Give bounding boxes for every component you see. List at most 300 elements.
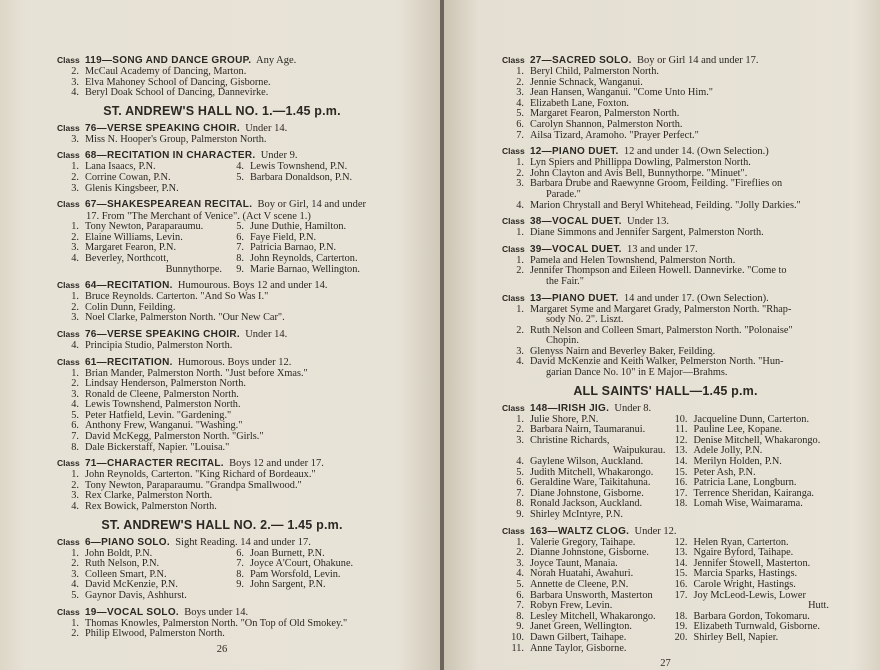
entry-name: Adele Jolly, P.N. bbox=[693, 445, 763, 457]
entry-number: 7. bbox=[236, 242, 244, 254]
page-number: 26 bbox=[216, 643, 228, 655]
entry-number: 4. bbox=[71, 87, 79, 99]
entry-name: Patricia Barnao, P.N. bbox=[250, 242, 337, 254]
entry-number: 2. bbox=[516, 265, 524, 277]
entry-name: Ruth Nelson and Colleen Smart, Palmerston North. "Polonaise" bbox=[530, 324, 793, 336]
entry-number: 2. bbox=[71, 301, 79, 313]
right-page bbox=[444, 0, 880, 670]
entry-name: Elva Mahoney School of Dancing, Gisborne. bbox=[85, 76, 271, 88]
entry-name: Shirley Bell, Napier. bbox=[693, 631, 779, 643]
entry-columns bbox=[57, 549, 387, 602]
class-label: Class bbox=[57, 199, 80, 210]
entry-columns bbox=[57, 67, 387, 99]
entry-name: Norah Huatahi, Awahuri. bbox=[530, 568, 634, 580]
class-description: Boy or Girl, 14 and under bbox=[257, 199, 367, 211]
entry-number: 9. bbox=[516, 509, 524, 520]
entry-name: David McKenzie and Keith Walker, Pelmerston North. "Hun- bbox=[530, 356, 784, 368]
class-label: Class bbox=[57, 122, 80, 133]
entry-column bbox=[502, 67, 829, 141]
entry-name: Ronald Jackson, Auckland. bbox=[530, 498, 643, 510]
entry-text bbox=[530, 131, 829, 142]
class-title: 68—RECITATION IN CHARACTER. bbox=[84, 150, 256, 162]
entry-name: Peter Ash, P.N. bbox=[693, 466, 756, 478]
class-description: Humourous. Boys 12 and under 14. bbox=[177, 280, 328, 292]
entry-name: Diane Johnstone, Gisborne. bbox=[530, 487, 644, 499]
entry-number: 3. bbox=[71, 133, 79, 145]
entry-number: 4. bbox=[71, 399, 79, 411]
entry-number: 9. bbox=[516, 621, 524, 633]
class-section bbox=[57, 606, 387, 640]
entry-name: Joy McLeod-Lewis, Lower bbox=[693, 589, 806, 601]
entry-number: 2. bbox=[71, 66, 79, 77]
class-title: 76—VERSE SPEAKING CHOIR. bbox=[84, 328, 240, 340]
entry-text bbox=[530, 179, 829, 200]
entry-number: 7. bbox=[516, 600, 524, 612]
class-title: 71—CHARACTER RECITAL. bbox=[84, 458, 224, 470]
list-entry bbox=[57, 502, 387, 513]
entry-number: 2. bbox=[71, 378, 79, 390]
list-entry bbox=[666, 633, 830, 644]
entry-name: Glenyss Nairn and Beverley Baker, Feilding. bbox=[530, 345, 716, 357]
entry-wrap: the Fair." bbox=[546, 275, 584, 287]
entry-number: 1. bbox=[516, 413, 524, 425]
entry-text bbox=[530, 326, 829, 347]
class-section bbox=[502, 292, 829, 379]
entry-number: 6. bbox=[236, 231, 244, 243]
entry-name: John Sargent, P.N. bbox=[250, 579, 326, 591]
entry-name: Patricia Lane, Longburn. bbox=[693, 477, 797, 489]
entry-name: Valerie Gregory, Taihape. bbox=[530, 536, 636, 548]
entry-number: 3. bbox=[71, 76, 79, 88]
class-section bbox=[57, 54, 387, 99]
list-entry bbox=[502, 266, 829, 287]
class-label: Class bbox=[57, 55, 80, 65]
entry-name: David McKenzie, P.N. bbox=[85, 579, 178, 591]
entry-number: 3. bbox=[71, 242, 79, 254]
entry-number: 16. bbox=[674, 477, 688, 489]
entry-text bbox=[530, 357, 829, 378]
entry-name: Colin Dunn, Feilding. bbox=[85, 301, 176, 313]
entry-number: 1. bbox=[516, 536, 524, 548]
entry-number: 4. bbox=[516, 356, 524, 368]
entry-number: 12. bbox=[674, 434, 688, 446]
list-entry bbox=[502, 201, 829, 212]
entry-name: Terrence Sheridan, Kairanga. bbox=[693, 487, 814, 499]
entry-number: 1. bbox=[516, 254, 524, 266]
entry-number: 5. bbox=[516, 578, 524, 590]
entry-column bbox=[222, 222, 387, 275]
entry-number: 2. bbox=[516, 324, 524, 336]
class-section bbox=[502, 215, 829, 239]
class-description: Any Age. bbox=[256, 55, 297, 66]
class-label: Class bbox=[57, 150, 80, 161]
entry-number: 7. bbox=[516, 129, 524, 141]
entry-name: Helen Ryan, Carterton. bbox=[693, 536, 789, 548]
entry-name: Noel Clarke, Palmerston North. "Our New Car". bbox=[85, 312, 285, 324]
entry-number: 3. bbox=[71, 568, 79, 580]
entry-number: 1. bbox=[71, 291, 79, 303]
entry-name: Barbara Donaldson, P.N. bbox=[250, 171, 353, 183]
entry-name: David McKegg, Palmerston North. "Girls." bbox=[85, 431, 264, 443]
entry-name: Margaret Fearon, Palmerston North. bbox=[530, 108, 680, 120]
entry-name: Marcia Sparks, Hastings. bbox=[693, 568, 798, 580]
list-entry bbox=[502, 436, 666, 457]
entry-number: 2. bbox=[71, 558, 79, 570]
entry-number: 19. bbox=[674, 621, 688, 633]
entry-wrap: sody No. 2". Liszt. bbox=[546, 314, 624, 326]
entry-name: Tony Newton, Paraparaumu. bbox=[85, 221, 204, 233]
entry-name: Shirley McIntyre, P.N. bbox=[530, 509, 623, 520]
entry-column bbox=[222, 162, 387, 194]
entry-text bbox=[530, 201, 829, 212]
class-label: Class bbox=[502, 292, 525, 303]
entry-number: 17. bbox=[674, 487, 688, 499]
entry-number: 2. bbox=[516, 76, 524, 88]
entry-number: 6. bbox=[71, 420, 79, 432]
entry-column bbox=[666, 538, 830, 655]
entry-name: Beryl Doak School of Dancing, Dannevirke. bbox=[85, 87, 269, 99]
entry-name: Ngaire Byford, Taihape. bbox=[693, 547, 794, 559]
entry-text bbox=[530, 228, 829, 239]
class-description: Boys 12 and under 17. bbox=[229, 458, 324, 470]
entry-number: 1. bbox=[516, 157, 524, 169]
entry-number: 2. bbox=[71, 479, 79, 491]
list-entry bbox=[222, 173, 387, 184]
entry-number: 17. bbox=[674, 589, 688, 601]
entry-number: 15. bbox=[674, 568, 688, 580]
list-entry bbox=[57, 184, 222, 195]
entry-number: 8. bbox=[516, 610, 524, 622]
entry-number: 5. bbox=[236, 221, 244, 233]
entry-name: Lesley Mitchell, Whakarongo. bbox=[530, 610, 656, 622]
entry-name: Judith Mitchell, Whakarongo. bbox=[530, 466, 654, 478]
entry-number: 1. bbox=[71, 617, 79, 629]
entry-number: 9. bbox=[236, 579, 244, 591]
entry-column bbox=[502, 158, 829, 211]
entry-number: 2. bbox=[516, 424, 524, 436]
page-content bbox=[502, 50, 829, 669]
entry-name: Jennie Schnack, Wanganui. bbox=[530, 76, 643, 88]
class-description: 12 and under 14. (Own Selection.) bbox=[623, 146, 769, 158]
entry-number: 6. bbox=[516, 118, 524, 130]
class-section bbox=[57, 122, 387, 146]
entry-columns bbox=[57, 222, 387, 275]
entry-name: Lindsay Henderson, Palmerston North. bbox=[85, 378, 247, 390]
entry-text bbox=[530, 266, 829, 287]
page-number: 27 bbox=[660, 658, 671, 670]
entry-name: Anthony Frew, Wanganui. "Washing." bbox=[85, 420, 243, 432]
entry-name: Faye Field, P.N. bbox=[250, 231, 317, 243]
entry-name: Tony Newton, Paraparaumu. "Grandpa Smallwood." bbox=[85, 479, 302, 491]
entry-text bbox=[85, 254, 222, 275]
class-label: Class bbox=[502, 55, 525, 65]
list-entry bbox=[57, 88, 387, 99]
class-description: Under 13. bbox=[627, 216, 669, 228]
entry-number: 4. bbox=[516, 199, 524, 211]
list-entry bbox=[666, 591, 830, 612]
entry-name: Jennifer Thompson and Eileen Howell. Dannevirke. "Come to bbox=[530, 265, 787, 277]
entry-column bbox=[222, 549, 387, 602]
entry-text bbox=[694, 633, 830, 644]
entry-number: 13. bbox=[674, 547, 688, 559]
entry-column bbox=[57, 292, 387, 324]
entry-number: 4. bbox=[71, 252, 79, 264]
entry-number: 8. bbox=[516, 498, 524, 510]
class-section bbox=[502, 525, 829, 655]
class-description: Under 14. bbox=[245, 328, 288, 340]
class-description-continued: 17. From "The Merchant of Venice". (Act V scene 1.) bbox=[86, 211, 311, 223]
entry-name: Brian Mander, Palmerston North. "Just before Xmas." bbox=[85, 367, 308, 379]
entry-name: Lana Isaacs, P.N. bbox=[85, 161, 156, 173]
list-entry bbox=[57, 629, 387, 640]
entry-number: 4. bbox=[71, 579, 79, 591]
entry-text bbox=[250, 580, 387, 591]
entry-name: Diane Simmons and Jennifer Sargent, Palmerston North. bbox=[530, 227, 764, 239]
list-entry bbox=[502, 510, 666, 521]
hall-heading: ST. ANDREW'S HALL NO. 1.—1.45 p.m. bbox=[103, 103, 341, 118]
class-title: 64—RECITATION. bbox=[84, 280, 173, 292]
entry-text bbox=[85, 88, 387, 99]
entry-number: 6. bbox=[236, 547, 244, 559]
entry-text bbox=[85, 502, 387, 513]
class-label: Class bbox=[57, 280, 80, 291]
class-section bbox=[57, 328, 387, 352]
entry-name: Colleen Smart, P.N. bbox=[85, 568, 167, 580]
entry-columns bbox=[502, 67, 829, 141]
entry-name: Principia Studio, Palmerston North. bbox=[85, 339, 233, 351]
entry-columns bbox=[57, 135, 387, 146]
entry-text bbox=[85, 184, 222, 195]
entry-text bbox=[85, 443, 387, 454]
entry-name: Carole Wright, Hastings. bbox=[693, 578, 796, 590]
entry-number: 8. bbox=[71, 441, 79, 453]
entry-columns bbox=[57, 292, 387, 324]
entry-continuation: Waipukurau. bbox=[612, 445, 666, 457]
entry-columns bbox=[502, 228, 829, 239]
entry-number: 3. bbox=[516, 434, 524, 446]
entry-name: Gaylene Wilson, Auckland. bbox=[530, 456, 644, 468]
entry-columns bbox=[502, 538, 829, 655]
class-description: Humorous. Boys under 12. bbox=[177, 356, 292, 368]
class-title: 12—PIANO DUET. bbox=[529, 146, 619, 158]
entry-number: 2. bbox=[71, 628, 79, 640]
class-heading bbox=[57, 198, 387, 211]
class-label: Class bbox=[502, 402, 525, 413]
entry-number: 8. bbox=[236, 568, 244, 580]
entry-number: 7. bbox=[71, 431, 79, 443]
entry-number: 3. bbox=[516, 345, 524, 357]
class-description: Under 8. bbox=[614, 402, 652, 414]
entry-number: 10. bbox=[674, 413, 688, 425]
entry-number: 4. bbox=[71, 501, 79, 513]
entry-name: Merilyn Holden, P.N. bbox=[693, 456, 782, 468]
entry-name: Pauline Lee, Kopane. bbox=[693, 424, 783, 436]
entry-name: Jean Hansen, Wanganui. "Come Unto Him." bbox=[530, 87, 713, 99]
entry-columns bbox=[57, 619, 387, 640]
class-description: 14 and under 17. (Own Selection). bbox=[623, 292, 769, 304]
entry-number: 7. bbox=[236, 558, 244, 570]
entry-name: Carolyn Shannon, Palmerston North. bbox=[530, 118, 683, 130]
list-entry bbox=[222, 265, 387, 276]
hall-heading: ALL SAINTS' HALL—1.45 p.m. bbox=[573, 383, 758, 398]
entry-name: Margaret Fearon, P.N. bbox=[85, 242, 177, 254]
entry-columns bbox=[57, 341, 387, 352]
entry-columns bbox=[502, 305, 829, 379]
entry-name: Marie Barnao, Wellington. bbox=[250, 263, 360, 275]
hall-heading: ST. ANDREW'S HALL NO. 2.— 1.45 p.m. bbox=[101, 517, 343, 532]
entry-column bbox=[57, 369, 387, 454]
class-title: 39—VOCAL DUET. bbox=[529, 243, 622, 255]
class-section bbox=[502, 402, 829, 521]
entry-column bbox=[57, 222, 222, 275]
entry-text bbox=[530, 644, 666, 655]
class-title: 27—SACRED SOLO. bbox=[529, 55, 632, 66]
entry-number: 4. bbox=[516, 456, 524, 468]
entry-number: 9. bbox=[236, 263, 244, 275]
class-label: Class bbox=[502, 525, 525, 536]
entry-name: Elaine Williams, Levin. bbox=[85, 231, 183, 243]
class-label: Class bbox=[502, 243, 525, 254]
class-title: 163—WALTZ CLOG. bbox=[529, 525, 630, 537]
entry-number: 4. bbox=[236, 161, 244, 173]
class-section bbox=[57, 279, 387, 324]
entry-number: 1. bbox=[71, 221, 79, 233]
entry-name: Rex Bowick, Palmerston North. bbox=[85, 501, 217, 513]
entry-column bbox=[57, 470, 387, 512]
entry-column bbox=[57, 549, 222, 602]
entry-name: Ruth Nelson, P.N. bbox=[85, 558, 160, 570]
list-entry bbox=[57, 254, 222, 275]
entry-text bbox=[694, 499, 830, 510]
entry-text bbox=[530, 305, 829, 326]
entry-number: 14. bbox=[674, 557, 688, 569]
class-description: 13 and under 17. bbox=[627, 243, 698, 255]
entry-text bbox=[85, 629, 387, 640]
entry-name: Beverley, Northcott, bbox=[85, 252, 169, 264]
class-description: Boys under 14. bbox=[184, 606, 249, 618]
entry-number: 3. bbox=[71, 388, 79, 400]
entry-columns bbox=[57, 470, 387, 512]
entry-text bbox=[85, 591, 222, 602]
list-entry bbox=[666, 499, 830, 510]
list-entry bbox=[502, 179, 829, 200]
entry-wrap: Parade." bbox=[546, 188, 581, 200]
entry-name: Julie Shore, P.N. bbox=[530, 413, 599, 425]
list-entry bbox=[502, 131, 829, 142]
entry-column bbox=[666, 415, 830, 521]
entry-column bbox=[57, 135, 387, 146]
entry-number: 18. bbox=[674, 498, 688, 510]
entry-number: 1. bbox=[71, 161, 79, 173]
entry-column bbox=[502, 256, 829, 288]
list-entry bbox=[57, 313, 387, 324]
entry-name: Marion Chrystall and Beryl Whitehead, Feilding. "Jolly Darkies." bbox=[530, 199, 801, 211]
entry-name: Lewis Townshend, Palmerston North. bbox=[85, 399, 241, 411]
entry-text bbox=[530, 510, 666, 521]
class-title: 119—SONG AND DANCE GROUP. bbox=[84, 55, 252, 66]
entry-name: Dianne Johnstone, Gisborne. bbox=[530, 547, 649, 559]
class-description: Under 9. bbox=[260, 150, 298, 162]
class-label: Class bbox=[57, 606, 80, 617]
class-section bbox=[502, 145, 829, 211]
entry-column bbox=[502, 228, 829, 239]
class-label: Class bbox=[502, 216, 525, 227]
entry-name: John Clayton and Avis Bell, Bunnythorpe. "Minuet". bbox=[530, 167, 748, 179]
class-description: Under 14. bbox=[245, 122, 288, 134]
list-entry bbox=[502, 326, 829, 347]
entry-text bbox=[85, 313, 387, 324]
entry-number: 11. bbox=[675, 424, 688, 436]
entry-number: 2. bbox=[516, 167, 524, 179]
entry-name: Gaynor Davis, Ashhurst. bbox=[85, 590, 187, 601]
class-section bbox=[57, 457, 387, 512]
entry-number: 13. bbox=[674, 445, 688, 457]
entry-number: 1. bbox=[71, 547, 79, 559]
entry-number: 2. bbox=[516, 547, 524, 559]
entry-wrap: Chopin. bbox=[546, 335, 579, 347]
entry-name: Elizabeth Lane, Foxton. bbox=[530, 97, 629, 109]
entry-number: 3. bbox=[71, 312, 79, 324]
entry-name: Ailsa Tizard, Aramoho. "Prayer Perfect." bbox=[530, 129, 699, 141]
entry-text bbox=[530, 436, 666, 457]
entry-number: 1. bbox=[516, 303, 524, 315]
entry-name: Dale Bickerstaff, Napier. "Louisa." bbox=[85, 441, 230, 453]
entry-name: Barbara Gordon, Tokomaru. bbox=[693, 610, 810, 622]
class-label: Class bbox=[57, 356, 80, 367]
class-title: 148—IRISH JIG. bbox=[529, 402, 610, 414]
entry-number: 3. bbox=[71, 182, 79, 194]
entry-number: 4. bbox=[516, 568, 524, 580]
list-entry bbox=[57, 341, 387, 352]
class-description: Boy or Girl 14 and under 17. bbox=[636, 55, 759, 66]
entry-name: Rex Clarke, Palmerston North. bbox=[85, 490, 213, 502]
entry-columns bbox=[502, 158, 829, 211]
page-content bbox=[57, 50, 387, 655]
entry-name: Miss N. Hooper's Group, Palmerston North. bbox=[85, 133, 267, 145]
class-title: 6—PIANO SOLO. bbox=[84, 536, 170, 548]
entry-column bbox=[57, 619, 387, 640]
entry-number: 1. bbox=[516, 66, 524, 77]
entry-columns bbox=[502, 415, 829, 521]
class-title: 13—PIANO DUET. bbox=[529, 292, 619, 304]
entry-number: 2. bbox=[71, 231, 79, 243]
entry-number: 16. bbox=[674, 578, 688, 590]
entry-number: 5. bbox=[71, 409, 79, 421]
entry-name: McCaul Academy of Dancing, Marton. bbox=[85, 66, 247, 77]
entry-number: 1. bbox=[516, 227, 524, 239]
entry-name: Jacqueline Dunn, Carterton. bbox=[693, 413, 810, 425]
entry-name: John Reynolds, Carterton. bbox=[250, 252, 358, 264]
entry-name: Barbara Nairn, Taumaranui. bbox=[530, 424, 646, 436]
entry-number: 18. bbox=[674, 610, 688, 622]
entry-wrap: garian Dance No. 10" in E Major—Brahms. bbox=[546, 367, 728, 379]
entry-name: Joyce Taunt, Manaia. bbox=[530, 557, 618, 569]
entry-name: Dawn Gilbert, Taihape. bbox=[530, 631, 627, 643]
entry-name: Bruce Reynolds. Carterton. "And So Was I." bbox=[85, 291, 269, 303]
list-entry bbox=[222, 580, 387, 591]
entry-number: 3. bbox=[516, 178, 524, 190]
entry-number: 6. bbox=[516, 477, 524, 489]
entry-name: Corrine Cowan, P.N. bbox=[85, 171, 171, 183]
entry-column bbox=[57, 162, 222, 194]
entry-name: Beryl Child, Palmerston North. bbox=[530, 66, 659, 77]
entry-number: 11. bbox=[511, 642, 524, 654]
entry-number: 1. bbox=[71, 469, 79, 481]
entry-name: Pamela and Helen Townshend, Palmerston North. bbox=[530, 254, 736, 266]
entry-name: Janet Green, Wellington. bbox=[530, 621, 632, 633]
list-entry bbox=[57, 135, 387, 146]
class-title: 38—VOCAL DUET. bbox=[529, 216, 622, 228]
